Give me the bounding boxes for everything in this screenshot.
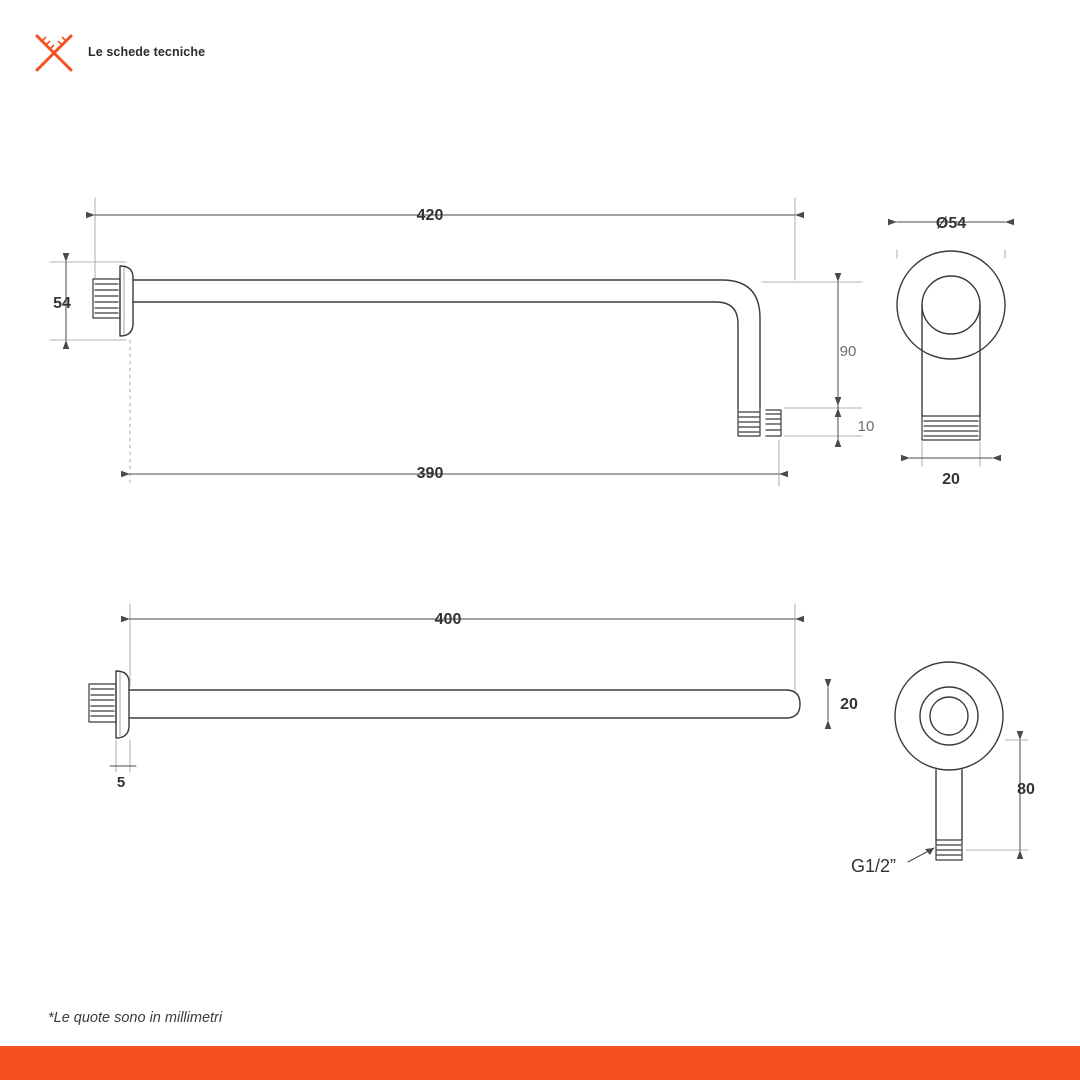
- dim-label-diameter-54: Ø54: [935, 215, 967, 232]
- units-footnote: *Le quote sono in millimetri: [48, 1010, 223, 1026]
- dimension-390: [130, 340, 779, 486]
- footer-accent-bar: [0, 1046, 1080, 1080]
- dim-label-390: 390: [416, 465, 444, 482]
- dimension-10: [784, 406, 862, 438]
- dimension-5: [110, 740, 136, 772]
- dimension-20-front: [910, 442, 992, 466]
- dim-label-400: 400: [434, 611, 462, 628]
- dim-label-54: 54: [53, 295, 71, 312]
- side-view-curved-arm: [93, 266, 781, 436]
- side-view-straight-arm: [89, 671, 800, 738]
- leader-g-half-inch: [908, 848, 934, 862]
- dim-label-80: 80: [1017, 781, 1035, 798]
- brand-title: Le schede tecniche: [88, 45, 206, 59]
- dimension-420: [95, 198, 795, 280]
- dim-label-90: 90: [839, 343, 857, 360]
- front-view-curved-arm: [897, 251, 1005, 440]
- dim-label-420: 420: [416, 207, 444, 224]
- dim-label-5: 5: [116, 774, 126, 791]
- top-view-flange: [895, 662, 1003, 860]
- dim-label-10: 10: [857, 418, 875, 435]
- dim-label-20-straight: 20: [840, 696, 858, 713]
- dim-label-g-half-inch: G1/2”: [850, 856, 896, 876]
- dimension-400: [130, 604, 795, 690]
- dim-label-20-front: 20: [942, 471, 960, 488]
